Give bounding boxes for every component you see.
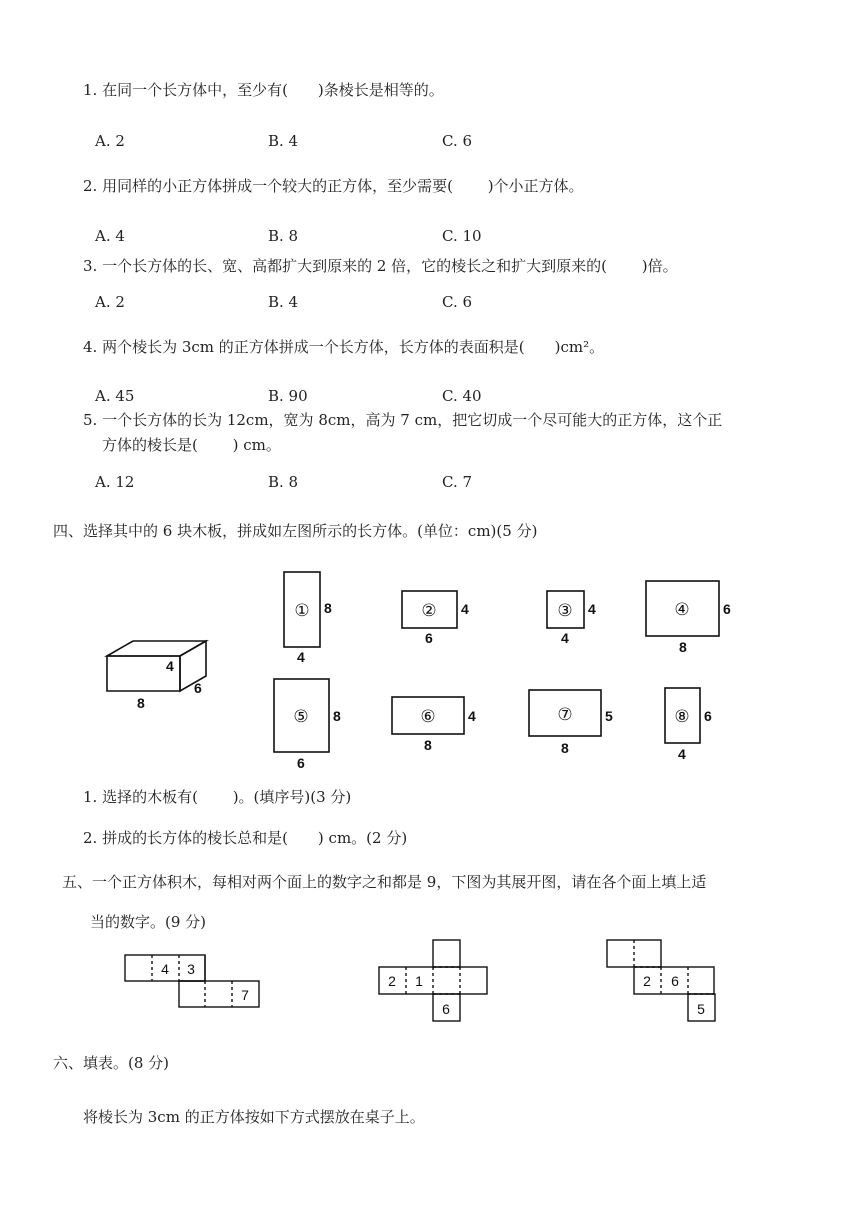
net-1-face-b: 3: [187, 961, 195, 977]
question-1-option-c[interactable]: C. 6: [442, 132, 473, 150]
cuboid-drawing: [107, 641, 206, 691]
question-4-option-b[interactable]: B. 90: [268, 387, 308, 405]
board-3-number: ③: [557, 601, 573, 620]
board-1-height: 8: [324, 600, 332, 616]
board-8-height: 6: [704, 708, 712, 724]
question-2-option-b[interactable]: B. 8: [268, 227, 299, 245]
question-4-stem: 4. 两个棱长为 3cm 的正方体拼成一个长方体，长方体的表面积是( )cm²。: [83, 338, 605, 356]
question-4-option-a[interactable]: A. 45: [95, 387, 135, 405]
part-4-heading: 四、选择其中的 6 块木板，拼成如左图所示的长方体。(单位：cm)(5 分): [53, 522, 538, 540]
board-6-width: 8: [424, 737, 432, 753]
question-3-stem: 3. 一个长方体的长、宽、高都扩大到原来的 2 倍，它的棱长之和扩大到原来的( )倍。: [83, 257, 678, 275]
board-4-height: 6: [723, 601, 731, 617]
question-2-stem: 2. 用同样的小正方体拼成一个较大的正方体，至少需要( )个小正方体。: [83, 177, 584, 195]
net-3-face-b: 6: [671, 973, 679, 989]
question-1-option-a[interactable]: A. 2: [95, 132, 125, 150]
board-6-height: 4: [468, 708, 476, 724]
question-5-option-a[interactable]: A. 12: [95, 473, 135, 491]
question-5-option-b[interactable]: B. 8: [268, 473, 299, 491]
question-1-stem: 1. 在同一个长方体中，至少有( )条棱长是相等的。: [83, 81, 444, 99]
question-1-option-b[interactable]: B. 4: [268, 132, 299, 150]
board-7-width: 8: [561, 740, 569, 756]
board-8-number: ⑧: [674, 707, 690, 726]
question-5-stem: 5. 一个长方体的长为 12cm，宽为 8cm，高为 7 cm，把它切成一个尽可能大的正方体，这个正: [83, 411, 723, 429]
board-7-number: ⑦: [557, 705, 573, 724]
part-6-text: 将棱长为 3cm 的正方体按如下方式摆放在桌子上。: [83, 1108, 425, 1126]
board-2-number: ②: [421, 601, 437, 620]
question-2-option-a[interactable]: A. 4: [95, 227, 125, 245]
cuboid-side-face: [180, 641, 206, 691]
board-1-number: ①: [294, 601, 310, 620]
board-1-width: 4: [297, 649, 305, 665]
board-4-width: 8: [679, 639, 687, 655]
part-4-question-2: 2. 拼成的长方体的棱长总和是( ) cm。(2 分): [83, 829, 408, 847]
question-4-option-c[interactable]: C. 40: [442, 387, 482, 405]
question-3-option-b[interactable]: B. 4: [268, 293, 299, 311]
part-5-heading: 五、一个正方体积木，每相对两个面上的数字之和都是 9，下图为其展开图，请在各个面上填上适: [62, 873, 707, 891]
board-2-width: 6: [425, 630, 433, 646]
net-2-face-a: 2: [388, 973, 396, 989]
part-4-question-1: 1. 选择的木板有( )。(填序号)(3 分): [83, 788, 352, 806]
board-4-number: ④: [674, 600, 690, 619]
net-3-face-a: 2: [643, 973, 651, 989]
board-7-height: 5: [605, 708, 613, 724]
board-8-width: 4: [678, 746, 686, 762]
part-6-heading: 六、填表。(8 分): [53, 1054, 170, 1072]
board-3-width: 4: [561, 630, 569, 646]
board-3-height: 4: [588, 601, 596, 617]
question-2-option-c[interactable]: C. 10: [442, 227, 482, 245]
net-2-face-b: 1: [415, 973, 423, 989]
board-5-height: 8: [333, 708, 341, 724]
cuboid-width-label: 6: [194, 680, 202, 696]
cuboid-top-face: [107, 641, 206, 656]
question-3-option-a[interactable]: A. 2: [95, 293, 125, 311]
question-5-stem-continued: 方体的棱长是( ) cm。: [102, 436, 281, 454]
question-5-option-c[interactable]: C. 7: [442, 473, 473, 491]
net-1-face-a: 4: [161, 961, 169, 977]
part-5-heading-continued: 当的数字。(9 分): [90, 913, 207, 931]
cuboid-height-label: 4: [166, 658, 174, 674]
board-2-height: 4: [461, 601, 469, 617]
question-3-option-c[interactable]: C. 6: [442, 293, 473, 311]
board-5-number: ⑤: [293, 707, 309, 726]
net-1-face-c: 7: [241, 987, 249, 1003]
net-2-face-c: 6: [442, 1001, 450, 1017]
board-6-number: ⑥: [420, 707, 436, 726]
cuboid-length-label: 8: [137, 695, 145, 711]
net-3-face-c: 5: [697, 1001, 705, 1017]
board-5-width: 6: [297, 755, 305, 771]
